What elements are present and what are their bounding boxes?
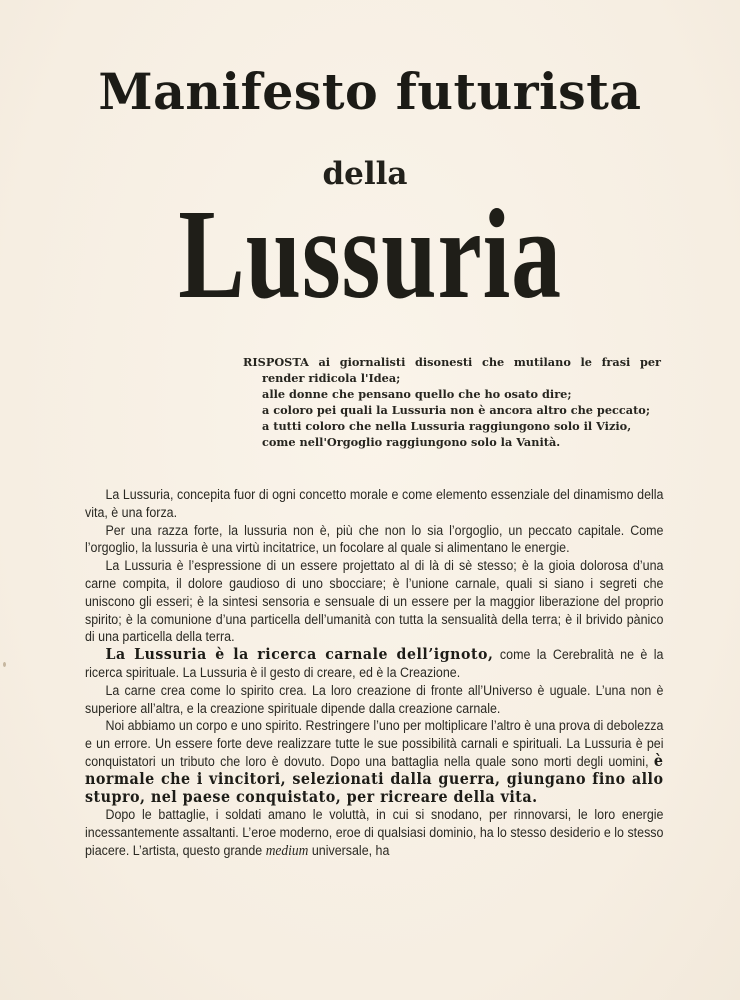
paragraph bbox=[85, 646, 663, 682]
paragraph-text: come la Cerebralità ne è la ricerca spirituale. La Lussuria è il gesto di creare, ed è la Creazione. bbox=[85, 647, 664, 680]
paragraph: Per una razza forte, la lussuria non è, più che non lo sia l’orgoglio, un peccato capitale. Come l’orgoglio, la lussuria è una virtù incitatrice, un focolare al quale si alimentano le energie. bbox=[85, 522, 664, 556]
paragraph-text: Dopo le battaglie, i soldati amano le voluttà, in cui si snodano, per rinnovarsi, le loro energie incessantemente assaltanti. L’eroe moderno, eroe di qualsiasi dominio, ha lo stesso desiderio e lo stesso piacere. L’artista, questo grande bbox=[85, 807, 664, 858]
dedication-line: a coloro pei quali la Lussuria non è ancora altro che peccato; bbox=[262, 403, 651, 417]
title-della-text: della bbox=[322, 156, 408, 192]
dedication-line: a tutti coloro che nella Lussuria raggiungono solo il Vizio, bbox=[262, 419, 632, 433]
paragraph: La Lussuria è l’espressione di un essere projettato al di là di sè stesso; è la gioia dolorosa d’una carne compita, il dolore gaudioso di uno sbocciare; è l’unione carnale, quali si siano i segreti che uniscono gli esseri; è la sintesi sensoria e sensuale di un essere per la maggior liberazione del proprio spirito; è la comunione d’una particella dell’umanità con tutta la sensualità della terra; è il brivido pànico di una particella della terra. bbox=[85, 558, 664, 645]
emphasized-statement: è normale che i vincitori, selezionati dalla guerra, giungano fino allo stupro, nel paese conquistato, per ricreare della vita. bbox=[85, 751, 664, 806]
title-lussuria: Lussuria bbox=[178, 183, 562, 325]
manifesto-body-text bbox=[85, 486, 663, 861]
paragraph-text: Noi abbiamo un corpo e uno spirito. Restringere l’uno per moltiplicare l’altro è una prova di debolezza e un errore. Un essere forte deve realizzare tutte le sue possibilità carnali e spirituali. La Lussuria è pei conquistatori un tributo che loro è dovuto. Dopo una battaglia nella quale sono morti degli uomini, bbox=[85, 718, 664, 769]
paragraph: La carne crea come lo spirito crea. La loro creazione di fronte all’Universo è uguale. L’una non è superiore all’altra, e la creazione spirituale dipende dalla creazione carnale. bbox=[85, 682, 664, 716]
dedication-line: render ridicola l'Idea; bbox=[262, 371, 401, 385]
dedication-line: come nell'Orgoglio raggiungono solo la Vanità. bbox=[262, 435, 561, 449]
dedication-line: alle donne che pensano quello che ho osato dire; bbox=[262, 387, 572, 401]
dedication-block bbox=[243, 354, 663, 450]
paragraph-text: universale, ha bbox=[308, 842, 390, 858]
paper-blemish bbox=[3, 662, 6, 667]
dedication-line: RISPOSTA ai giornalisti disonesti che mutilano le frasi per bbox=[243, 355, 661, 369]
paragraph bbox=[85, 717, 663, 806]
title-manifesto-futurista: Manifesto futurista bbox=[98, 62, 642, 121]
paragraph bbox=[85, 806, 663, 860]
paragraph: La Lussuria, concepita fuor di ogni concetto morale e come elemento essenziale del dinamismo della vita, è una forza. bbox=[85, 487, 664, 520]
emphasized-statement: La Lussuria è la ricerca carnale dell’ignoto, bbox=[105, 645, 494, 664]
italic-term: medium bbox=[265, 842, 309, 859]
